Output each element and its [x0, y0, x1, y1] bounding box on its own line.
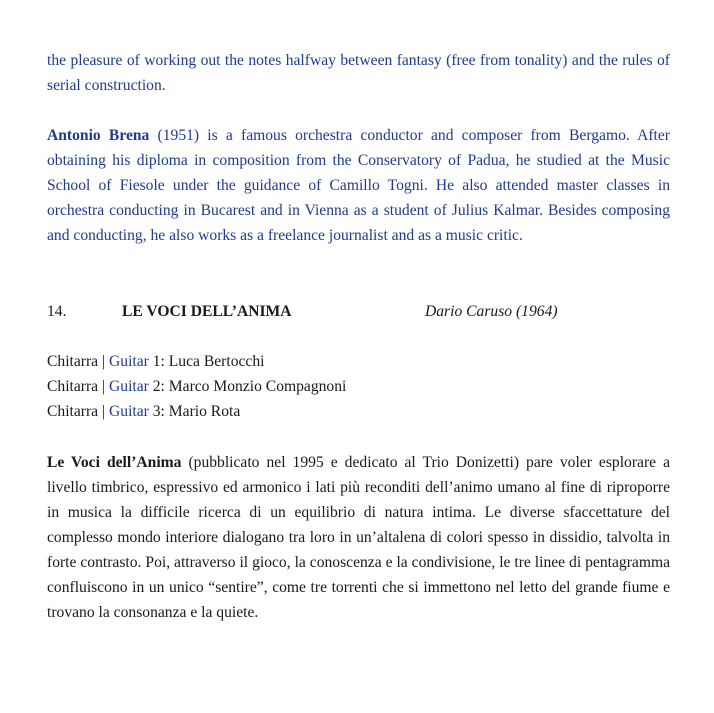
performer-name: 1: Luca Bertocchi: [148, 353, 265, 370]
english-paragraph-continued: [47, 48, 670, 98]
performers-list: [47, 349, 346, 424]
composer-bio-paragraph: [47, 123, 670, 248]
track-heading: [47, 299, 670, 324]
performer-name: 3: Mario Rota: [148, 403, 241, 420]
instrument-italian: Chitarra: [47, 378, 99, 395]
paragraph-text: the pleasure of working out the notes halfway between fantasy (free from tonality) and the rules of serial construction.: [47, 52, 670, 94]
separator: |: [98, 378, 110, 395]
paragraph-text: (pubblicato nel 1995 e dedicato al Trio Donizetti) pare voler esplorare a livello timbrico, espressivo ed armonico i lati più reconditi dell’animo umano al fine di riproporre in musica la difficile ricerca di un equilibrio di natura intima. Le diverse sfaccettature del complesso mondo interiore dialogano tra loro in un’altalena di colori spesso in dissidio, talvolta in forte contrasto. Poi, attraverso il gioco, la conoscenza e la condivisione, le tre linee di pentagramma confluiscono in un unico “sentire”, come tre torrenti che si immettono nel letto del grande fiume e trovano la consonanza e la quiete.: [47, 454, 670, 621]
instrument-italian: Chitarra: [47, 403, 99, 420]
performer-row: [47, 349, 346, 374]
instrument-english: Guitar: [109, 353, 149, 370]
track-composer: Dario Caruso (1964): [425, 303, 558, 320]
performer-row: [47, 374, 346, 399]
work-title: Le Voci dell’Anima: [47, 454, 182, 471]
composer-name: Antonio Brena: [47, 127, 150, 144]
italian-description-paragraph: [47, 450, 670, 625]
performer-row: [47, 399, 346, 424]
performer-name: 2: Marco Monzio Compagnoni: [148, 378, 347, 395]
instrument-english: Guitar: [109, 403, 149, 420]
paragraph-text: (1951) is a famous orchestra conductor and composer from Bergamo. After obtaining his diploma in composition from the Conservatory of Padua, he studied at the Music School of Fiesole under the guidance of Camillo Togni. He also attended master classes in orchestra conducting in Bucarest and in Vienna as a student of Julius Kalmar. Besides composing and conducting, he also works as a freelance journalist and as a music critic.: [47, 127, 670, 244]
instrument-english: Guitar: [109, 378, 149, 395]
instrument-italian: Chitarra: [47, 353, 99, 370]
separator: |: [98, 353, 110, 370]
track-title: LE VOCI DELL’ANIMA: [122, 303, 292, 320]
track-number: 14.: [47, 303, 67, 320]
separator: |: [98, 403, 110, 420]
